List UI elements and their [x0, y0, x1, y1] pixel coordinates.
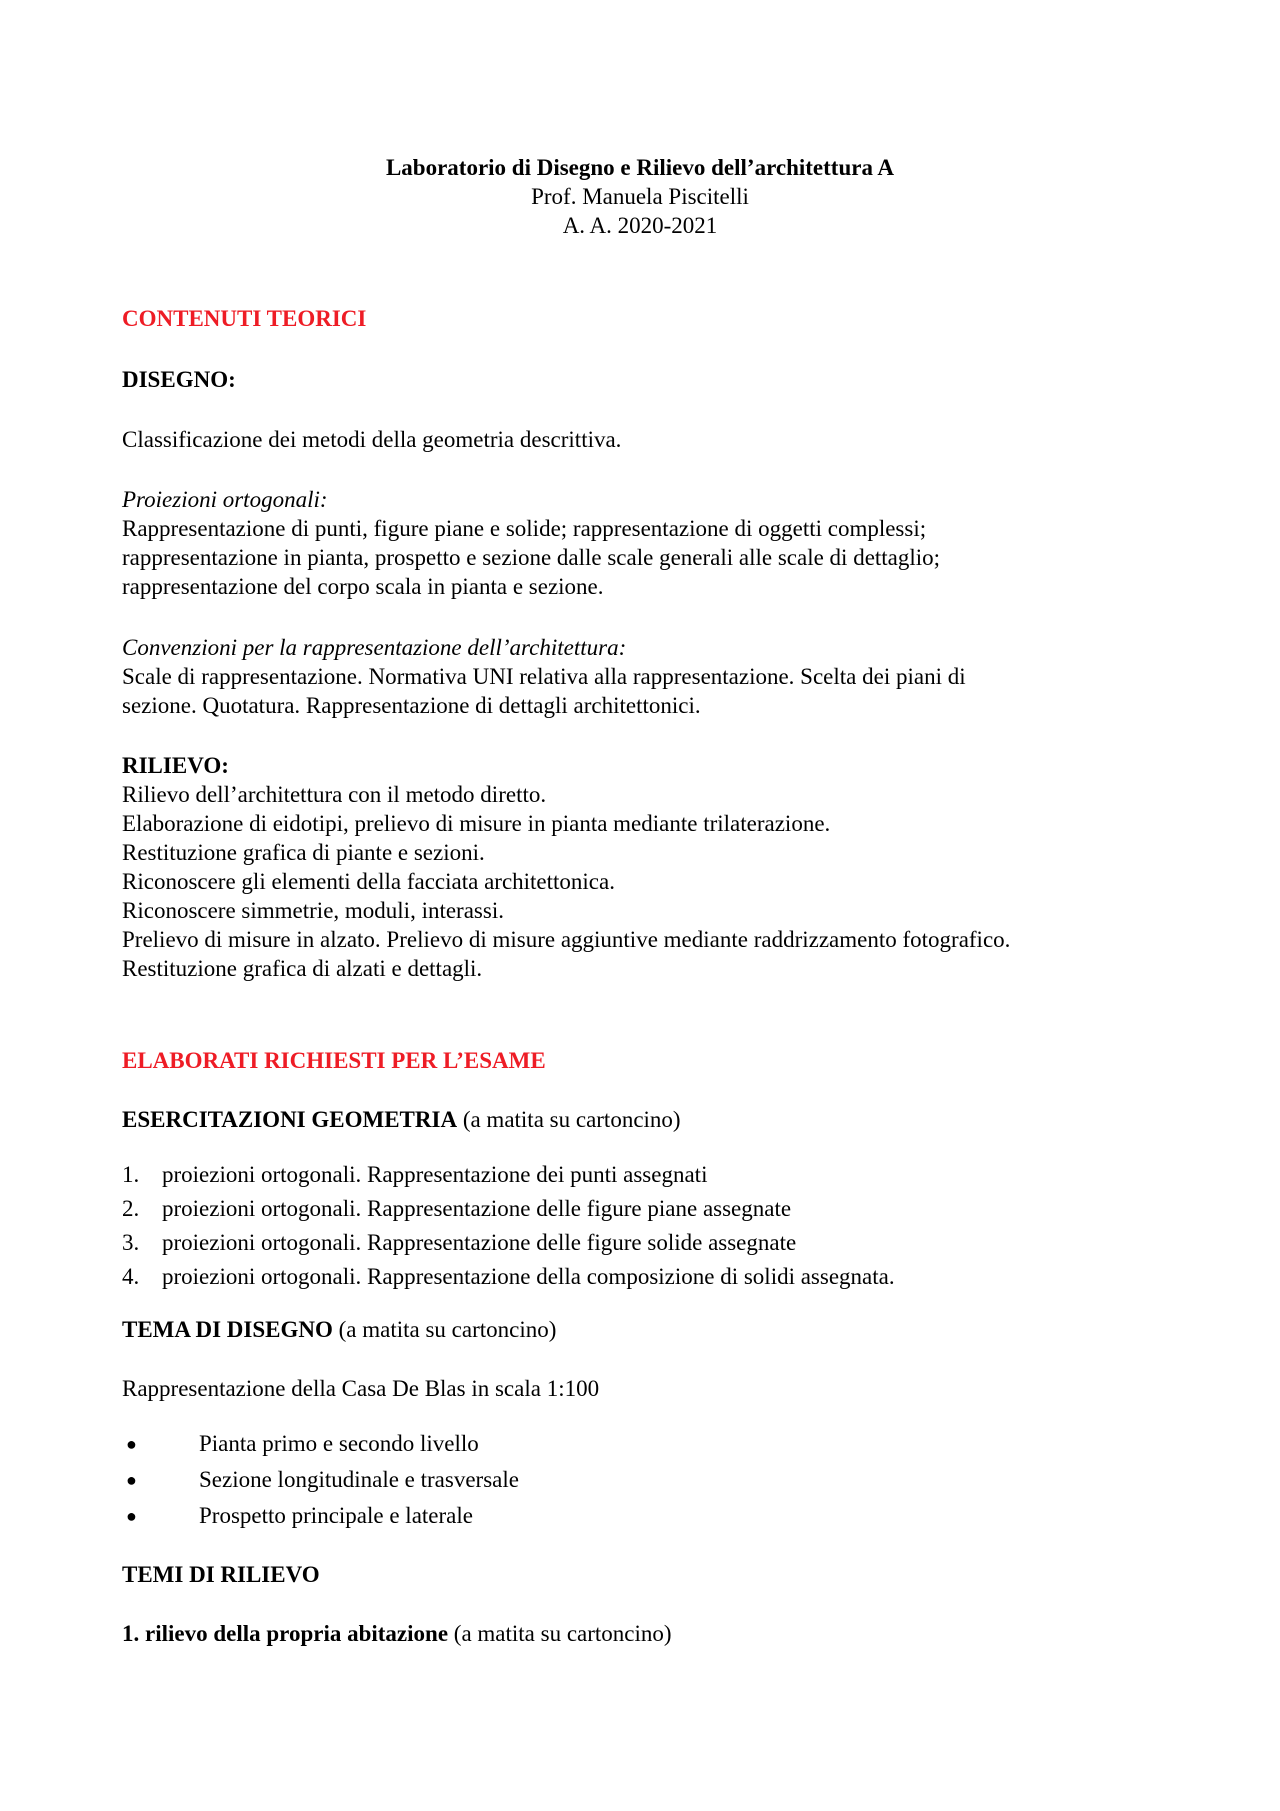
conventions-line: sezione. Quotatura. Rappresentazione di dettagli architettonici.	[122, 693, 701, 718]
academic-year: A. A. 2020-2021	[562, 213, 718, 238]
list-item	[122, 1462, 1220, 1498]
drawing-heading: TEMA DI DISEGNO	[122, 1317, 333, 1342]
disegno-heading: DISEGNO:	[122, 367, 236, 392]
list-number: 2.	[122, 1196, 140, 1221]
rilievo-line: Riconoscere gli elementi della facciata architettonica.	[122, 869, 615, 894]
professor-name: Prof. Manuela Piscitelli	[531, 184, 749, 209]
ortho-section	[122, 485, 1220, 601]
list-number: 3.	[122, 1230, 140, 1255]
ortho-line: Rappresentazione di punti, figure piane e solide; rappresentazione di oggetti complessi;	[122, 516, 927, 541]
rilievo-heading: RILIEVO:	[122, 753, 229, 778]
geometry-list	[122, 1158, 1220, 1294]
list-text: proiezioni ortogonali. Rappresentazione dei punti assegnati	[162, 1162, 708, 1187]
list-item	[122, 1426, 1220, 1462]
list-text: Pianta primo e secondo livello	[199, 1431, 479, 1456]
geometry-heading-row	[122, 1105, 1220, 1134]
course-title: Laboratorio di Disegno e Rilievo dell’architettura A	[385, 155, 895, 180]
conventions-line: Scale di rappresentazione. Normativa UNI relativa alla rappresentazione. Scelta dei piani di	[122, 664, 966, 689]
rilievo-line: Restituzione grafica di alzati e dettagli.	[122, 956, 483, 981]
list-text: proiezioni ortogonali. Rappresentazione delle figure solide assegnate	[162, 1230, 797, 1255]
list-item	[122, 1260, 1220, 1294]
bullet-icon: ●	[126, 1470, 137, 1490]
doc-header	[0, 153, 1280, 240]
bullet-icon: ●	[126, 1434, 137, 1454]
geometry-note: (a matita su cartoncino)	[457, 1107, 681, 1132]
conventions-section	[122, 633, 1220, 720]
drawing-bullets	[122, 1426, 1220, 1534]
rilievo-line: Riconoscere simmetrie, moduli, interassi.	[122, 898, 504, 923]
list-number: 4.	[122, 1264, 140, 1289]
list-item	[122, 1192, 1220, 1226]
list-item	[122, 1226, 1220, 1260]
list-text: Prospetto principale e laterale	[199, 1503, 473, 1528]
bullet-icon: ●	[126, 1506, 137, 1526]
list-text: proiezioni ortogonali. Rappresentazione della composizione di solidi assegnata.	[162, 1264, 895, 1289]
rilievo-line: Restituzione grafica di piante e sezioni.	[122, 840, 485, 865]
drawing-heading-row	[122, 1315, 1220, 1344]
drawing-intro: Rappresentazione della Casa De Blas in scala 1:100	[122, 1376, 600, 1401]
list-number: 1.	[122, 1162, 140, 1187]
survey-item-row	[122, 1619, 1220, 1648]
geometry-heading: ESERCITAZIONI GEOMETRIA	[122, 1107, 458, 1132]
ortho-title: Proiezioni ortogonali:	[122, 487, 328, 512]
list-item	[122, 1158, 1220, 1192]
rilievo-line: Rilievo dell’architettura con il metodo diretto.	[122, 782, 547, 807]
rilievo-line: Elaborazione di eidotipi, prelievo di misure in pianta mediante trilaterazione.	[122, 811, 831, 836]
survey-heading: TEMI DI RILIEVO	[122, 1562, 320, 1587]
rilievo-section	[122, 751, 1220, 983]
exam-heading: ELABORATI RICHIESTI PER L’ESAME	[122, 1048, 546, 1073]
survey-item-1-note: (a matita su cartoncino)	[448, 1621, 672, 1646]
drawing-note: (a matita su cartoncino)	[332, 1317, 557, 1342]
list-text: proiezioni ortogonali. Rappresentazione delle figure piane assegnate	[162, 1196, 792, 1221]
survey-item-1: 1. rilievo della propria abitazione	[122, 1621, 449, 1646]
ortho-line: rappresentazione in pianta, prospetto e sezione dalle scale generali alle scale di dettaglio;	[122, 545, 941, 570]
theory-heading: CONTENUTI TEORICI	[122, 306, 367, 331]
rilievo-line: Prelievo di misure in alzato. Prelievo di misure aggiuntive mediante raddrizzamento fotografico.	[122, 927, 1011, 952]
classification-text: Classificazione dei metodi della geometria descrittiva.	[122, 427, 622, 452]
list-item	[122, 1498, 1220, 1534]
list-text: Sezione longitudinale e trasversale	[199, 1467, 519, 1492]
ortho-line: rappresentazione del corpo scala in pianta e sezione.	[122, 574, 604, 599]
conventions-title: Convenzioni per la rappresentazione dell’architettura:	[122, 635, 627, 660]
